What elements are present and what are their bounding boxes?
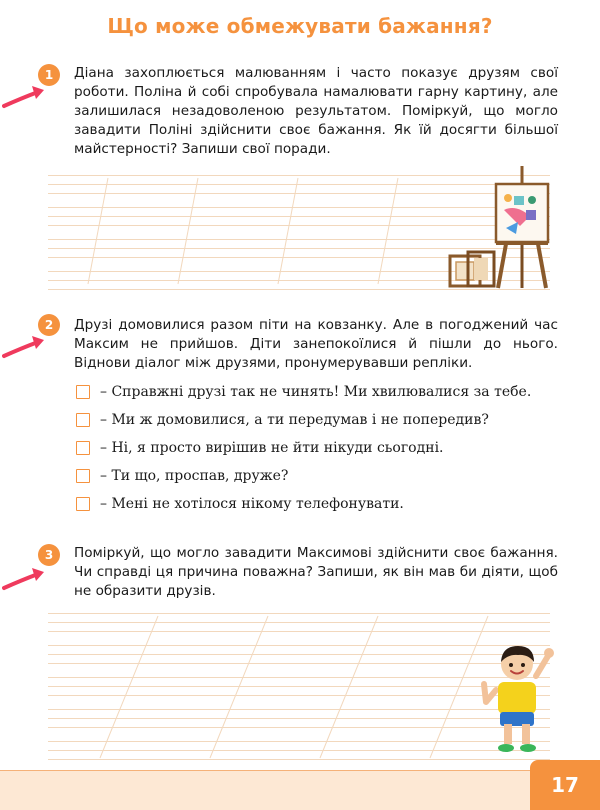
number-box[interactable] <box>76 441 90 455</box>
dialog-line-text: – Ти що, проспав, друже? <box>100 468 289 484</box>
task-number-1: 1 <box>38 64 60 86</box>
task-2-text: Друзі домовилися разом піти на ковзанку. Але в погоджений час Максим не прийшов. Діти занепокоїлися й пішли до нього. Віднови діалог між друзями, пронумерувавши репліки. <box>74 317 558 371</box>
number-box[interactable] <box>76 385 90 399</box>
page-title: Що може обмежувати бажання? <box>107 14 493 38</box>
easel-painting-illustration <box>446 164 556 292</box>
dialog-line-text: – Ми ж домовилися, а ти передумав і не попередив? <box>100 412 489 428</box>
pink-curved-arrow-icon <box>2 566 46 592</box>
dialog-lines <box>76 378 556 518</box>
dialog-line <box>76 490 556 518</box>
dialog-line <box>76 378 556 406</box>
number-box[interactable] <box>76 469 90 483</box>
footer-band <box>0 771 530 810</box>
dialog-line-text: – Мені не хотілося нікому телефонувати. <box>100 496 404 512</box>
dialog-line <box>76 462 556 490</box>
task-3-text: Поміркуй, що могло завадити Максимові здійснити своє бажання. Чи справді ця причина поважна? Запиши, як він мав би діяти, щоб не образити друзів. <box>74 545 558 599</box>
writing-slant-guides-1 <box>48 172 508 292</box>
pink-curved-arrow-icon <box>2 334 46 360</box>
page-number: 17 <box>530 760 600 810</box>
number-box[interactable] <box>76 497 90 511</box>
pink-curved-arrow-icon <box>2 84 46 110</box>
dialog-line-text: – Ні, я просто вирішив не йти нікуди сьогодні. <box>100 440 444 456</box>
dialog-line <box>76 406 556 434</box>
waving-boy-illustration <box>478 640 560 758</box>
dialog-line <box>76 434 556 462</box>
task-1-text: Діана захоплюється малюванням і часто показує друзям свої роботи. Поліна й собі спробувала намалювати гарну картину, але залишилася незадоволеною результатом. Поміркуй, що могло завадити Поліні здійснити своє бажання. Як їй досягти більшої майстерності? Запиши свої поради. <box>74 65 558 157</box>
task-number-3: 3 <box>38 544 60 566</box>
dialog-line-text: – Справжні друзі так не чинять! Ми хвилювалися за тебе. <box>100 384 532 400</box>
number-box[interactable] <box>76 413 90 427</box>
writing-slant-guides-3 <box>48 610 508 760</box>
task-number-2: 2 <box>38 314 60 336</box>
